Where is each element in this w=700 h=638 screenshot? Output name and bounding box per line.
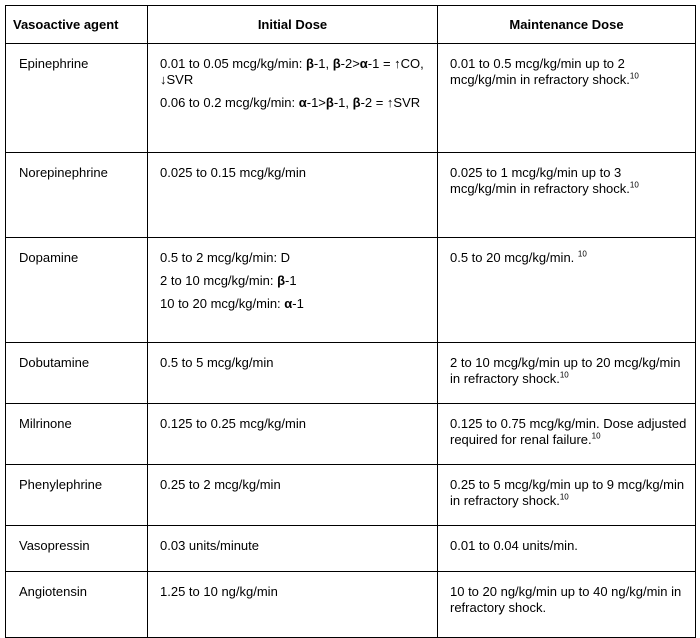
initial-dose-cell <box>148 238 438 343</box>
initial-dose-line: 0.01 to 0.05 mcg/kg/min: β-1, β-2>α-1 = ↑CO, ↓SVR <box>160 56 424 87</box>
initial-dose-cell <box>148 404 438 465</box>
agent-name: Dobutamine <box>6 343 148 404</box>
agent-name: Epinephrine <box>6 44 148 153</box>
maintenance-dose-cell <box>438 44 696 153</box>
table-row <box>6 238 696 343</box>
reference-superscript: 10 <box>559 370 569 380</box>
agent-name: Phenylephrine <box>6 465 148 526</box>
table-row <box>6 153 696 238</box>
agent-name: Angiotensin <box>6 572 148 638</box>
initial-dose-cell <box>148 343 438 404</box>
maintenance-dose-text: 0.25 to 5 mcg/kg/min up to 9 mcg/kg/min in refractory shock. <box>450 477 685 508</box>
header-initial-dose: Initial Dose <box>148 6 438 44</box>
maintenance-dose-text: 10 to 20 ng/kg/min up to 40 ng/kg/min in refractory shock. <box>450 584 682 615</box>
table-row <box>6 465 696 526</box>
initial-dose-line: 0.125 to 0.25 mcg/kg/min <box>160 416 306 431</box>
initial-dose-line: 0.025 to 0.15 mcg/kg/min <box>160 165 306 180</box>
initial-dose-line: 0.5 to 5 mcg/kg/min <box>160 355 274 370</box>
initial-dose-cell <box>148 153 438 238</box>
vasoactive-dose-table <box>5 5 696 638</box>
header-maintenance-dose: Maintenance Dose <box>438 6 696 44</box>
header-row <box>6 6 696 44</box>
maintenance-dose-text: 0.01 to 0.04 units/min. <box>450 538 578 553</box>
table-row <box>6 343 696 404</box>
initial-dose-cell <box>148 526 438 572</box>
agent-name: Norepinephrine <box>6 153 148 238</box>
initial-dose-line: 1.25 to 10 ng/kg/min <box>160 584 278 599</box>
initial-dose-line: 10 to 20 mcg/kg/min: α-1 <box>160 296 304 311</box>
maintenance-dose-text: 0.025 to 1 mcg/kg/min up to 3 mcg/kg/min in refractory shock. <box>450 165 630 196</box>
reference-superscript: 10 <box>559 492 569 502</box>
header-agent: Vasoactive agent <box>6 6 148 44</box>
reference-superscript: 10 <box>629 180 639 190</box>
maintenance-dose-text: 0.5 to 20 mcg/kg/min. <box>450 250 578 265</box>
table-body <box>6 44 696 638</box>
reference-superscript: 10 <box>577 249 587 259</box>
initial-dose-cell <box>148 572 438 638</box>
table-row <box>6 404 696 465</box>
initial-dose-line: 0.5 to 2 mcg/kg/min: D <box>160 250 291 265</box>
agent-name: Dopamine <box>6 238 148 343</box>
reference-superscript: 10 <box>591 431 601 441</box>
maintenance-dose-cell <box>438 153 696 238</box>
maintenance-dose-cell <box>438 572 696 638</box>
initial-dose-line: 2 to 10 mcg/kg/min: β-1 <box>160 273 297 288</box>
maintenance-dose-cell <box>438 465 696 526</box>
table-row <box>6 572 696 638</box>
initial-dose-cell <box>148 44 438 153</box>
initial-dose-cell <box>148 465 438 526</box>
reference-superscript: 10 <box>629 71 639 81</box>
initial-dose-line: 0.25 to 2 mcg/kg/min <box>160 477 281 492</box>
maintenance-dose-text: 2 to 10 mcg/kg/min up to 20 mcg/kg/min in refractory shock. <box>450 355 681 386</box>
maintenance-dose-text: 0.01 to 0.5 mcg/kg/min up to 2 mcg/kg/min in refractory shock. <box>450 56 630 87</box>
table-row <box>6 44 696 153</box>
maintenance-dose-cell <box>438 343 696 404</box>
maintenance-dose-text: 0.125 to 0.75 mcg/kg/min. Dose adjusted required for renal failure. <box>450 416 687 447</box>
initial-dose-line: 0.06 to 0.2 mcg/kg/min: α-1>β-1, β-2 = ↑SVR <box>160 95 421 110</box>
initial-dose-line: 0.03 units/minute <box>160 538 260 553</box>
table-row <box>6 526 696 572</box>
table-header <box>6 6 696 44</box>
agent-name: Milrinone <box>6 404 148 465</box>
maintenance-dose-cell <box>438 526 696 572</box>
agent-name: Vasopressin <box>6 526 148 572</box>
maintenance-dose-cell <box>438 404 696 465</box>
maintenance-dose-cell <box>438 238 696 343</box>
